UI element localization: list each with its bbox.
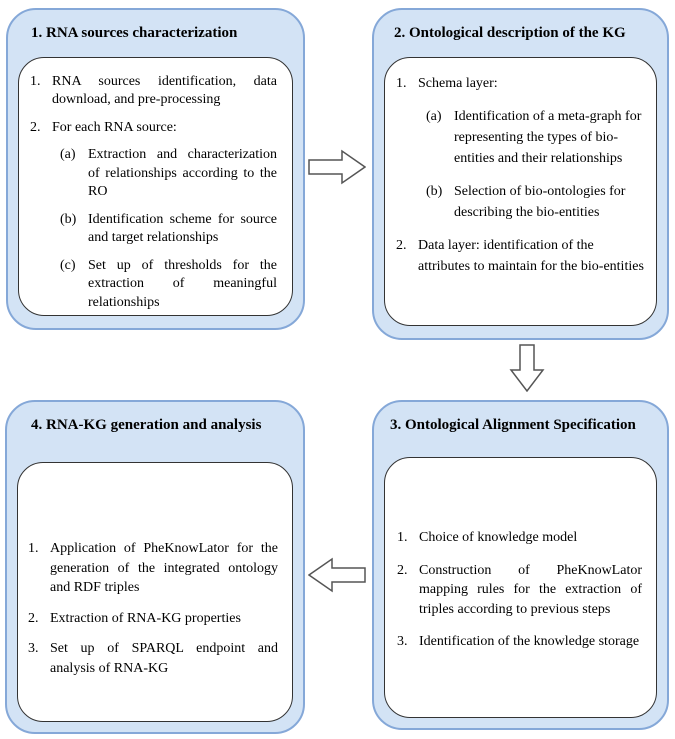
list-item-text: Data layer: identification of the attributes to maintain for the bio-entities [418, 238, 644, 274]
panel-step-2 [372, 8, 669, 340]
list-item-marker: 1. [397, 530, 408, 545]
list-item [397, 528, 642, 548]
list-item [30, 73, 277, 110]
list-item [397, 632, 642, 652]
list-item [426, 181, 644, 223]
list-item-text: Identification of the knowledge storage [419, 634, 640, 650]
list-item-text: Extraction of RNA-KG properties [50, 610, 241, 626]
list-item-text: Extraction and characterization of relationships according to the RO [88, 147, 277, 200]
panel-step-2-title: 2. Ontological description of the KG [394, 25, 626, 41]
panel-step-2-body [384, 57, 657, 326]
panel-step-4-title: 4. RNA-KG generation and analysis [31, 417, 262, 433]
arrow-down-icon [509, 344, 545, 392]
list-item-marker: (b) [426, 184, 443, 199]
list-item-marker: 1. [30, 74, 41, 89]
panel-step-3-title: 3. Ontological Alignment Specification [390, 417, 636, 433]
panel-step-1-body [18, 57, 293, 316]
list-item-text: Set up of SPARQL endpoint and analysis of RNA-KG [50, 641, 278, 676]
list-item-marker: 3. [28, 641, 39, 657]
list-item [60, 211, 277, 248]
list-item-text: For each RNA source: [52, 119, 177, 135]
list-item-marker: 1. [28, 541, 39, 556]
list-item-text: Choice of knowledge model [419, 530, 578, 545]
list-item [30, 119, 277, 137]
panel-step-1-title: 1. RNA sources characterization [31, 25, 238, 41]
list-item-text: Set up of thresholds for the extraction of meaningful relationships [88, 257, 277, 310]
list-item-marker: (b) [60, 211, 77, 227]
list-item [28, 539, 278, 598]
list-item-text: Identification scheme for source and target relationships [88, 211, 277, 246]
list-item-marker: (a) [426, 109, 442, 124]
list-item-marker: 2. [28, 610, 39, 626]
list-item [60, 257, 277, 312]
list-item [28, 639, 278, 678]
list-item-text: Application of PheKnowLator for the generation of the integrated ontology and RDF triples [50, 541, 278, 596]
arrow-left-icon [308, 557, 366, 593]
list-item-marker: (c) [60, 257, 76, 273]
list-item-marker: 1. [396, 76, 407, 91]
list-item-text: Construction of PheKnowLator mapping rules for the extraction of triples according to previous steps [419, 562, 642, 617]
list-item-marker: 2. [397, 562, 408, 578]
panel-step-4-body [17, 462, 293, 722]
list-item [397, 561, 642, 620]
panel-step-3-body [384, 457, 657, 718]
panel-step-4 [5, 400, 305, 734]
list-item [28, 609, 278, 629]
list-item [396, 235, 644, 277]
list-item-marker: (a) [60, 147, 76, 163]
panel-step-3 [372, 400, 669, 730]
list-item-text: Schema layer: [418, 76, 498, 91]
panel-step-1 [6, 8, 305, 330]
arrow-right-icon [308, 149, 366, 185]
list-item-text: Identification of a meta-graph for representing the types of bio-entities and their relationships [454, 109, 642, 166]
list-item-marker: 2. [30, 119, 41, 135]
list-item [396, 73, 644, 94]
list-item-text: RNA sources identification, data download, and pre-processing [52, 74, 277, 108]
list-item [426, 106, 644, 169]
list-item-marker: 2. [396, 238, 407, 253]
list-item-text: Selection of bio-ontologies for describing the bio-entities [454, 184, 626, 220]
list-item [60, 146, 277, 201]
list-item-marker: 3. [397, 634, 408, 650]
